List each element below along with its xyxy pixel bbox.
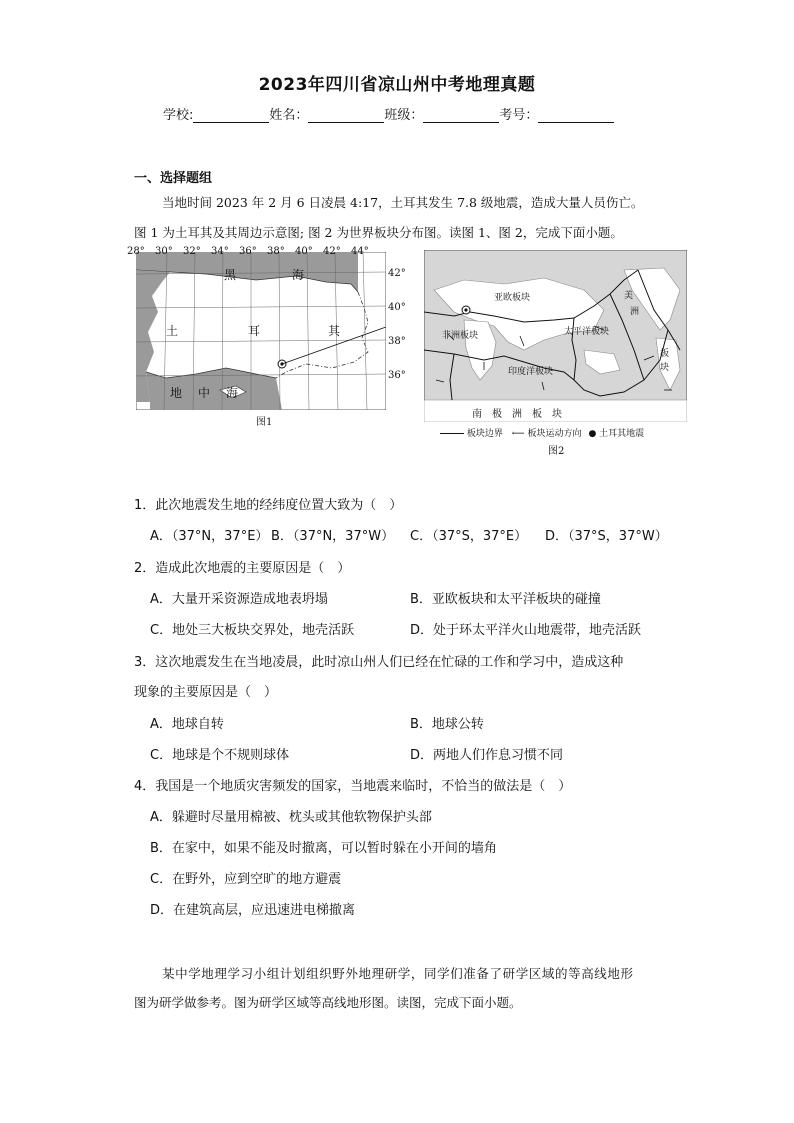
figure2-plate-map xyxy=(424,250,687,422)
question-stem: 2．造成此次地震的主要原因是（ ） xyxy=(134,561,351,576)
option-a[interactable]: A．大量开采资源造成地表坍塌 xyxy=(150,592,328,607)
longitude-label: 34° xyxy=(211,246,229,257)
option-d[interactable]: D．在建筑高层，应迅速进电梯撤离 xyxy=(150,903,356,918)
america-label: 美 xyxy=(624,291,634,301)
black-sea-label: 海 xyxy=(292,268,305,282)
option-a[interactable]: A．（37°N，37°E） xyxy=(150,529,269,544)
question-stem: 1．此次地震发生地的经纬度位置大致为（ ） xyxy=(134,498,403,513)
figure2-caption: 图2 xyxy=(548,446,565,457)
exam-no-blank[interactable] xyxy=(538,108,614,123)
latitude-label: 38° xyxy=(388,336,406,347)
exam-no-label: 考号： xyxy=(499,108,539,123)
school-blank[interactable] xyxy=(193,108,269,123)
figure1-caption: 图1 xyxy=(256,417,273,428)
option-c[interactable]: C．在野外，应到空旷的地方避震 xyxy=(150,872,342,887)
boundary-line-icon xyxy=(440,433,464,434)
antarctic-plate-label: 南 极 洲 板 块 xyxy=(472,409,562,420)
longitude-label: 32° xyxy=(183,246,201,257)
turkey-label: 其 xyxy=(328,324,341,338)
turkey-label: 耳 xyxy=(248,324,261,338)
plate-label: 板 xyxy=(660,349,670,359)
mediterranean-label: 地 xyxy=(170,386,183,400)
option-d[interactable]: D．处于环太平洋火山地震带，地壳活跃 xyxy=(410,623,642,638)
longitude-label: 44° xyxy=(351,246,369,257)
section-heading: 一、选择题组 xyxy=(134,171,213,186)
class-label: 班级： xyxy=(384,108,424,123)
intro-paragraph-line: 某中学地理学习小组计划组织野外地理研学，同学们准备了研学区域的等高线地形 xyxy=(162,966,634,981)
legend-motion-text: 板块运动方向 xyxy=(527,429,582,439)
america-label: 洲 xyxy=(630,307,640,317)
option-d[interactable]: D．（37°S，37°W） xyxy=(545,529,668,544)
longitude-label: 28° xyxy=(127,246,145,257)
question-stem: 3．这次地震发生在当地凌晨，此时凉山州人们已经在忙碌的工作和学习中，造成这种 xyxy=(134,655,624,670)
quake-dot-icon: ● xyxy=(588,429,597,439)
option-a[interactable]: A．躲避时尽量用棉被、枕头或其他软物保护头部 xyxy=(150,810,432,825)
longitude-label: 36° xyxy=(239,246,257,257)
option-c[interactable]: C．地球是个不规则球体 xyxy=(150,748,290,763)
indian-plate-label: 印度洋板块 xyxy=(508,367,554,377)
latitude-label: 40° xyxy=(388,302,406,313)
option-c[interactable]: C．地处三大板块交界处，地壳活跃 xyxy=(150,623,355,638)
legend-quake-text: 土耳其地震 xyxy=(599,429,645,439)
arrow-icon: ⟵ xyxy=(511,429,525,439)
intro-paragraph-line: 当地时间 2023 年 2 月 6 日凌晨 4:17，土耳其发生 7.8 级地震，造成大量人员伤亡。 xyxy=(162,195,644,210)
intro-paragraph-line: 图为研学做参考。图为研学区域等高线地形图。读图，完成下面小题。 xyxy=(134,995,522,1010)
option-a[interactable]: A．地球自转 xyxy=(150,717,224,732)
name-blank[interactable] xyxy=(308,108,384,123)
longitude-label: 38° xyxy=(267,246,285,257)
class-blank[interactable] xyxy=(423,108,499,123)
longitude-label: 40° xyxy=(295,246,313,257)
student-info-line xyxy=(163,104,614,123)
turkey-label: 土 xyxy=(166,324,179,338)
longitude-label: 30° xyxy=(155,246,173,257)
mediterranean-label: 海 xyxy=(226,386,239,400)
page-title: 2023年四川省凉山州中考地理真题 xyxy=(258,75,536,95)
latitude-label: 36° xyxy=(388,370,406,381)
figure1-turkey-map xyxy=(127,246,406,410)
question-stem-continued: 现象的主要原因是（ ） xyxy=(134,685,278,700)
pacific-plate-label: 太平洋板块 xyxy=(564,327,610,337)
legend-boundary-text: 板块边界 xyxy=(466,429,503,439)
plate-label: 块 xyxy=(660,363,670,373)
african-plate-label: 非洲板块 xyxy=(442,331,479,341)
question-stem: 4．我国是一个地质灾害频发的国家，当地震来临时，不恰当的做法是（ ） xyxy=(134,779,572,794)
option-b[interactable]: B．（37°N，37°W） xyxy=(271,529,395,544)
option-c[interactable]: C．（37°S，37°E） xyxy=(410,529,528,544)
option-b[interactable]: B．地球公转 xyxy=(410,717,484,732)
mediterranean-label: 中 xyxy=(198,386,211,400)
name-label: 姓名： xyxy=(269,108,309,123)
eurasian-plate-label: 亚欧板块 xyxy=(494,293,531,303)
school-label: 学校: xyxy=(163,108,194,123)
figure2-legend xyxy=(440,426,644,439)
latitude-label: 42° xyxy=(388,268,406,279)
black-sea-label: 黑 xyxy=(224,268,237,282)
intro-paragraph-line: 图 1 为土耳其及其周边示意图; 图 2 为世界板块分布图。读图 1、图 2，完成下面小题。 xyxy=(134,225,623,240)
option-d[interactable]: D．两地人们作息习惯不同 xyxy=(410,748,564,763)
option-b[interactable]: B．亚欧板块和太平洋板块的碰撞 xyxy=(410,592,601,607)
option-b[interactable]: B．在家中，如果不能及时撤离，可以暂时躲在小开间的墙角 xyxy=(150,841,497,856)
longitude-label: 42° xyxy=(323,246,341,257)
